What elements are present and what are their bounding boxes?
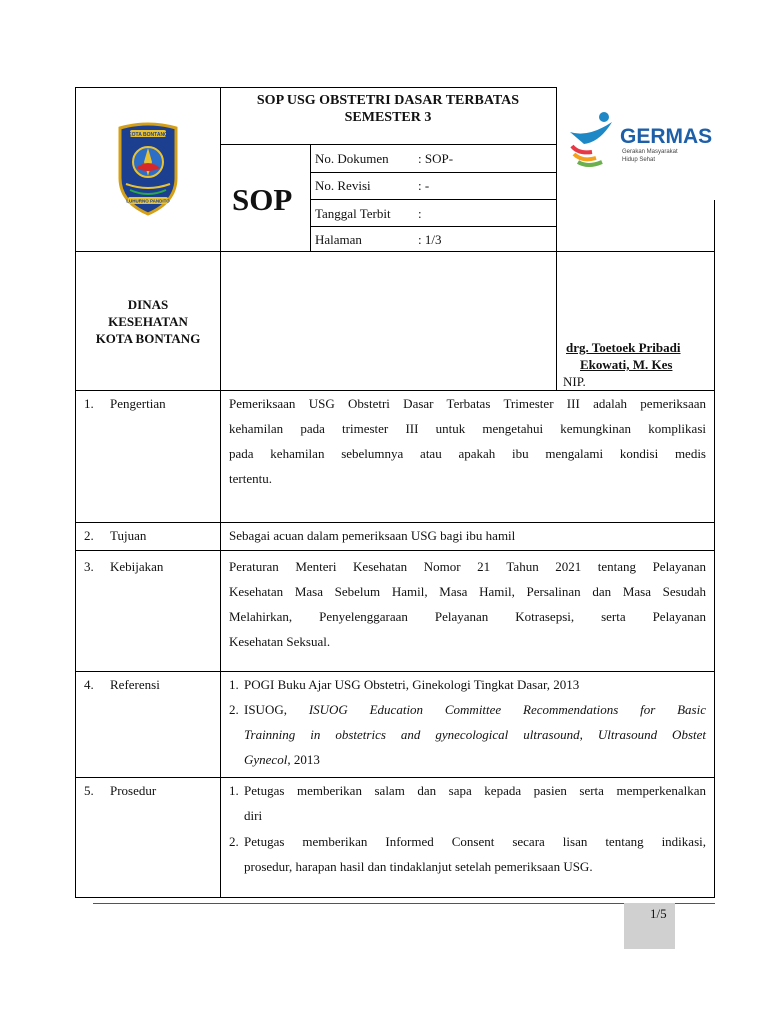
section-label-pengertian: Pengertian	[110, 396, 166, 411]
org-name-line1: DINAS	[127, 297, 169, 312]
org-name-line3: KOTA BONTANG	[95, 331, 201, 346]
section-body-tujuan: Sebagai acuan dalam pemeriksaan USG bagi ibu hamil	[229, 528, 516, 543]
germas-wordmark: GERMAS	[620, 125, 713, 148]
meta-value-halaman: : 1/3	[418, 232, 442, 247]
document-title-line2: SEMESTER 3	[344, 110, 432, 125]
footer-divider	[93, 903, 715, 904]
meta-label-tanggal-terbit: Tanggal Terbit	[315, 206, 391, 221]
meta-value-no-dokumen: : SOP-	[418, 151, 454, 166]
section-body-kebijakan: Peraturan Menteri Kesehatan Nomor 21 Tahun 2021 tentang Pelayanan Kesehatan Masa Sebelum Hamil, Masa Hamil, Persalinan dan Masa Sesudah Melahirkan, Penyelenggaraan Pelayanan Kotrasepsi, serta Pelayanan Kesehatan Seksual.	[229, 559, 706, 649]
list-item: Petugas memberikan salam dan sapa kepada pasien serta memperkenalkan diri	[244, 783, 706, 823]
germas-tagline1: Gerakan Masyarakat	[622, 149, 678, 155]
list-item-number: 1.	[229, 783, 239, 798]
section-label-kebijakan: Kebijakan	[110, 559, 164, 574]
list-item-number: 2.	[229, 702, 239, 717]
sop-label: SOP	[232, 182, 293, 217]
section-number: 4.	[84, 677, 94, 692]
section-label-prosedur: Prosedur	[110, 783, 157, 798]
germas-figure-icon	[566, 108, 618, 168]
germas-tagline2: Hidup Sehat	[622, 157, 656, 163]
svg-text:KOTA BONTANG: KOTA BONTANG	[128, 132, 168, 138]
section-body-pengertian: Pemeriksaan USG Obstetri Dasar Terbatas Trimester III adalah pemeriksaan kehamilan pada trimester III untuk mengetahui kemungkinan komplikasi pada kehamilan sebelumnya atau apakah ibu mengalami kondisi medis tertentu.	[229, 396, 706, 486]
list-item: POGI Buku Ajar USG Obstetri, Ginekologi Tingkat Dasar, 2013	[244, 677, 580, 692]
signer-name-line1: drg. Toetoek Pribadi	[566, 340, 681, 355]
section-number: 2.	[84, 528, 94, 543]
signer-nip-label: NIP.	[563, 374, 586, 389]
meta-label-no-revisi: No. Revisi	[315, 178, 371, 193]
germas-logo	[566, 108, 713, 170]
org-name-line2: KESEHATAN	[108, 314, 188, 329]
section-label-tujuan: Tujuan	[110, 528, 147, 543]
page-number: 1/5	[650, 906, 667, 921]
svg-text:LUHURNO PANDITO: LUHURNO PANDITO	[126, 198, 170, 204]
document-title-line1: SOP USG OBSTETRI DASAR TERBATAS	[256, 93, 520, 108]
section-number: 3.	[84, 559, 94, 574]
signer-name-line2: Ekowati, M. Kes	[580, 357, 673, 372]
section-number: 5.	[84, 783, 94, 798]
meta-value-no-revisi: : -	[418, 178, 430, 193]
meta-label-halaman: Halaman	[315, 232, 362, 247]
list-item: ISUOG, ISUOG Education Committee Recommendations for Basic Trainning in obstetrics and gynecological ultrasound, Ultrasound Obstet Gynecol, 2013	[244, 702, 707, 767]
section-number: 1.	[84, 396, 94, 411]
list-item-number: 1.	[229, 677, 239, 692]
section-label-referensi: Referensi	[110, 677, 160, 692]
list-item-number: 2.	[229, 834, 239, 849]
meta-value-tanggal-terbit: :	[418, 206, 422, 221]
kota-bontang-logo-icon	[116, 122, 180, 216]
list-item: Petugas memberikan Informed Consent secara lisan tentang indikasi, prosedur, harapan hasil dan tindaklanjut setelah pemeriksaan USG.	[244, 834, 706, 874]
meta-label-no-dokumen: No. Dokumen	[315, 151, 389, 166]
